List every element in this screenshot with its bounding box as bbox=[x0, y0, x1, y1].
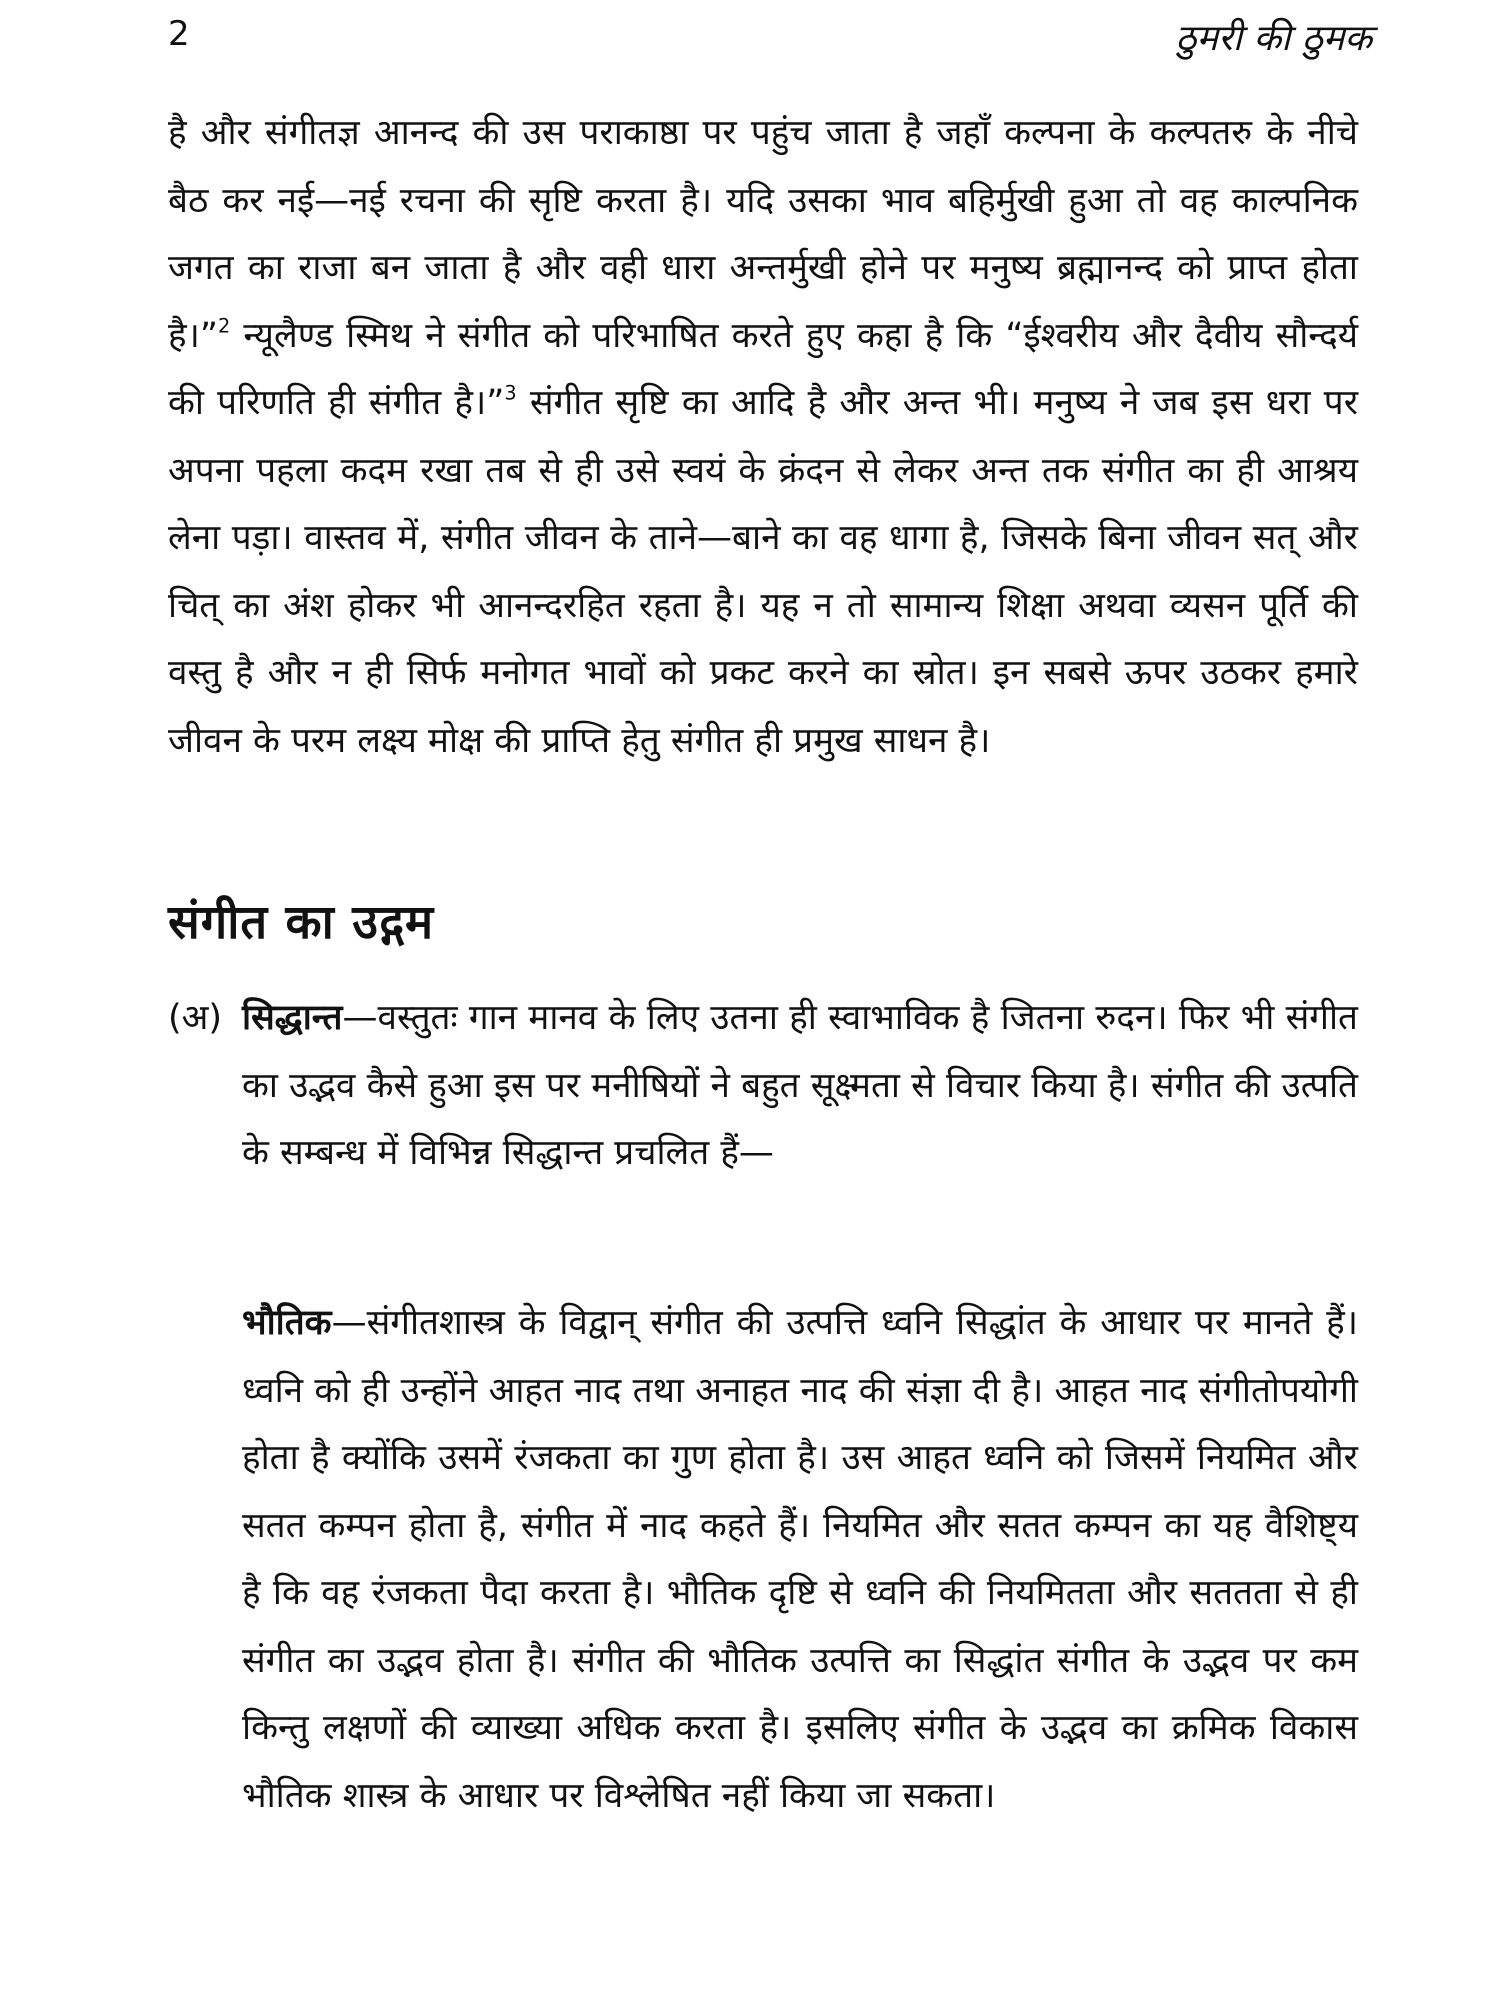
term-theory: सिद्धान्त bbox=[242, 998, 343, 1038]
list-item-theory bbox=[168, 985, 1358, 1188]
footnote-ref-2: 2 bbox=[217, 314, 231, 338]
page-number: 2 bbox=[168, 14, 190, 54]
term-physical: भौतिक bbox=[242, 1303, 332, 1343]
list-item-text bbox=[242, 985, 1358, 1188]
section-heading: संगीत का उद्गम bbox=[168, 895, 435, 950]
intro-paragraph bbox=[168, 100, 1358, 775]
running-head: ठुमरी की ठुमक bbox=[1175, 18, 1372, 59]
intro-text-part3: संगीत सृष्टि का आदि है और अन्त भी। मनुष्य ने जब इस धरा पर अपना पहला कदम रखा तब से ही उसे स्वयं के क्रंदन से लेकर अन्त तक संगीत का ही आश्रय लेना पड़ा। वास्तव में, संगीत जीवन के ताने—बाने का वह धागा है, जिसके बिना जीवन सत् और चित् का अंश होकर भी आनन्दरहित रहता है। यह न तो सामान्य शिक्षा अथवा व्यसन पूर्ति की वस्तु है और न ही सिर्फ मनोगत भावों को प्रकट करने का स्रोत। इन सबसे ऊपर उठकर हमारे जीवन के परम लक्ष्य मोक्ष की प्राप्ति हेतु संगीत ही प्रमुख साधन है। bbox=[168, 383, 1359, 761]
sub-paragraph-physical bbox=[242, 1290, 1358, 1830]
footnote-ref-3: 3 bbox=[504, 381, 517, 405]
theory-text: —वस्तुतः गान मानव के लिए उतना ही स्वाभाविक है जितना रुदन। फिर भी संगीत का उद्भव कैसे हुआ इस पर मनीषियों ने बहुत सूक्ष्मता से विचार किया है। संगीत की उत्पति के सम्बन्ध में विभिन्न सिद्धान्त प्रचलित हैं— bbox=[242, 998, 1358, 1173]
intro-text-part1: है और संगीतज्ञ आनन्द की उस पराकाष्ठा पर पहुंच जाता है जहाँ कल्पना के कल्पतरु के नीचे बैठ कर नई—नई रचना की सृष्टि करता है। यदि उसका भाव बहिर्मुखी हुआ तो वह काल्पनिक जगत का राजा बन जाता है और वही धारा अन्तर्मुखी होने पर मनुष्य ब्रह्मानन्द को प्राप्त होता है।” bbox=[168, 113, 1358, 356]
physical-text: —संगीतशास्त्र के विद्वान् संगीत की उत्पत्ति ध्वनि सिद्धांत के आधार पर मानते हैं। ध्वनि को ही उन्होंने आहत नाद तथा अनाहत नाद की संज्ञा दी है। आहत नाद संगीतोपयोगी होता है क्योंकि उसमें रंजकता का गुण होता है। उस आहत ध्वनि को जिसमें नियमित और सतत कम्पन होता है, संगीत में नाद कहते हैं। नियमित और सतत कम्पन का यह वैशिष्ट्य है कि वह रंजकता पैदा करता है। भौतिक दृष्टि से ध्वनि की नियमितता और सततता से ही संगीत का उद्भव होता है। संगीत की भौतिक उत्पत्ति का सिद्धांत संगीत के उद्भव पर कम किन्तु लक्षणों की व्याख्या अधिक करता है। इसलिए संगीत के उद्भव का क्रमिक विकास भौतिक शास्त्र के आधार पर विश्लेषित नहीं किया जा सकता। bbox=[242, 1303, 1358, 1816]
intro-text-part2: न्यूलैण्ड स्मिथ ने संगीत को परिभाषित करते हुए कहा है कि “ईश्वरीय और दैवीय सौन्दर्य की परिणति ही संगीत है।” bbox=[168, 315, 1358, 423]
list-marker: (अ) bbox=[168, 998, 223, 1038]
